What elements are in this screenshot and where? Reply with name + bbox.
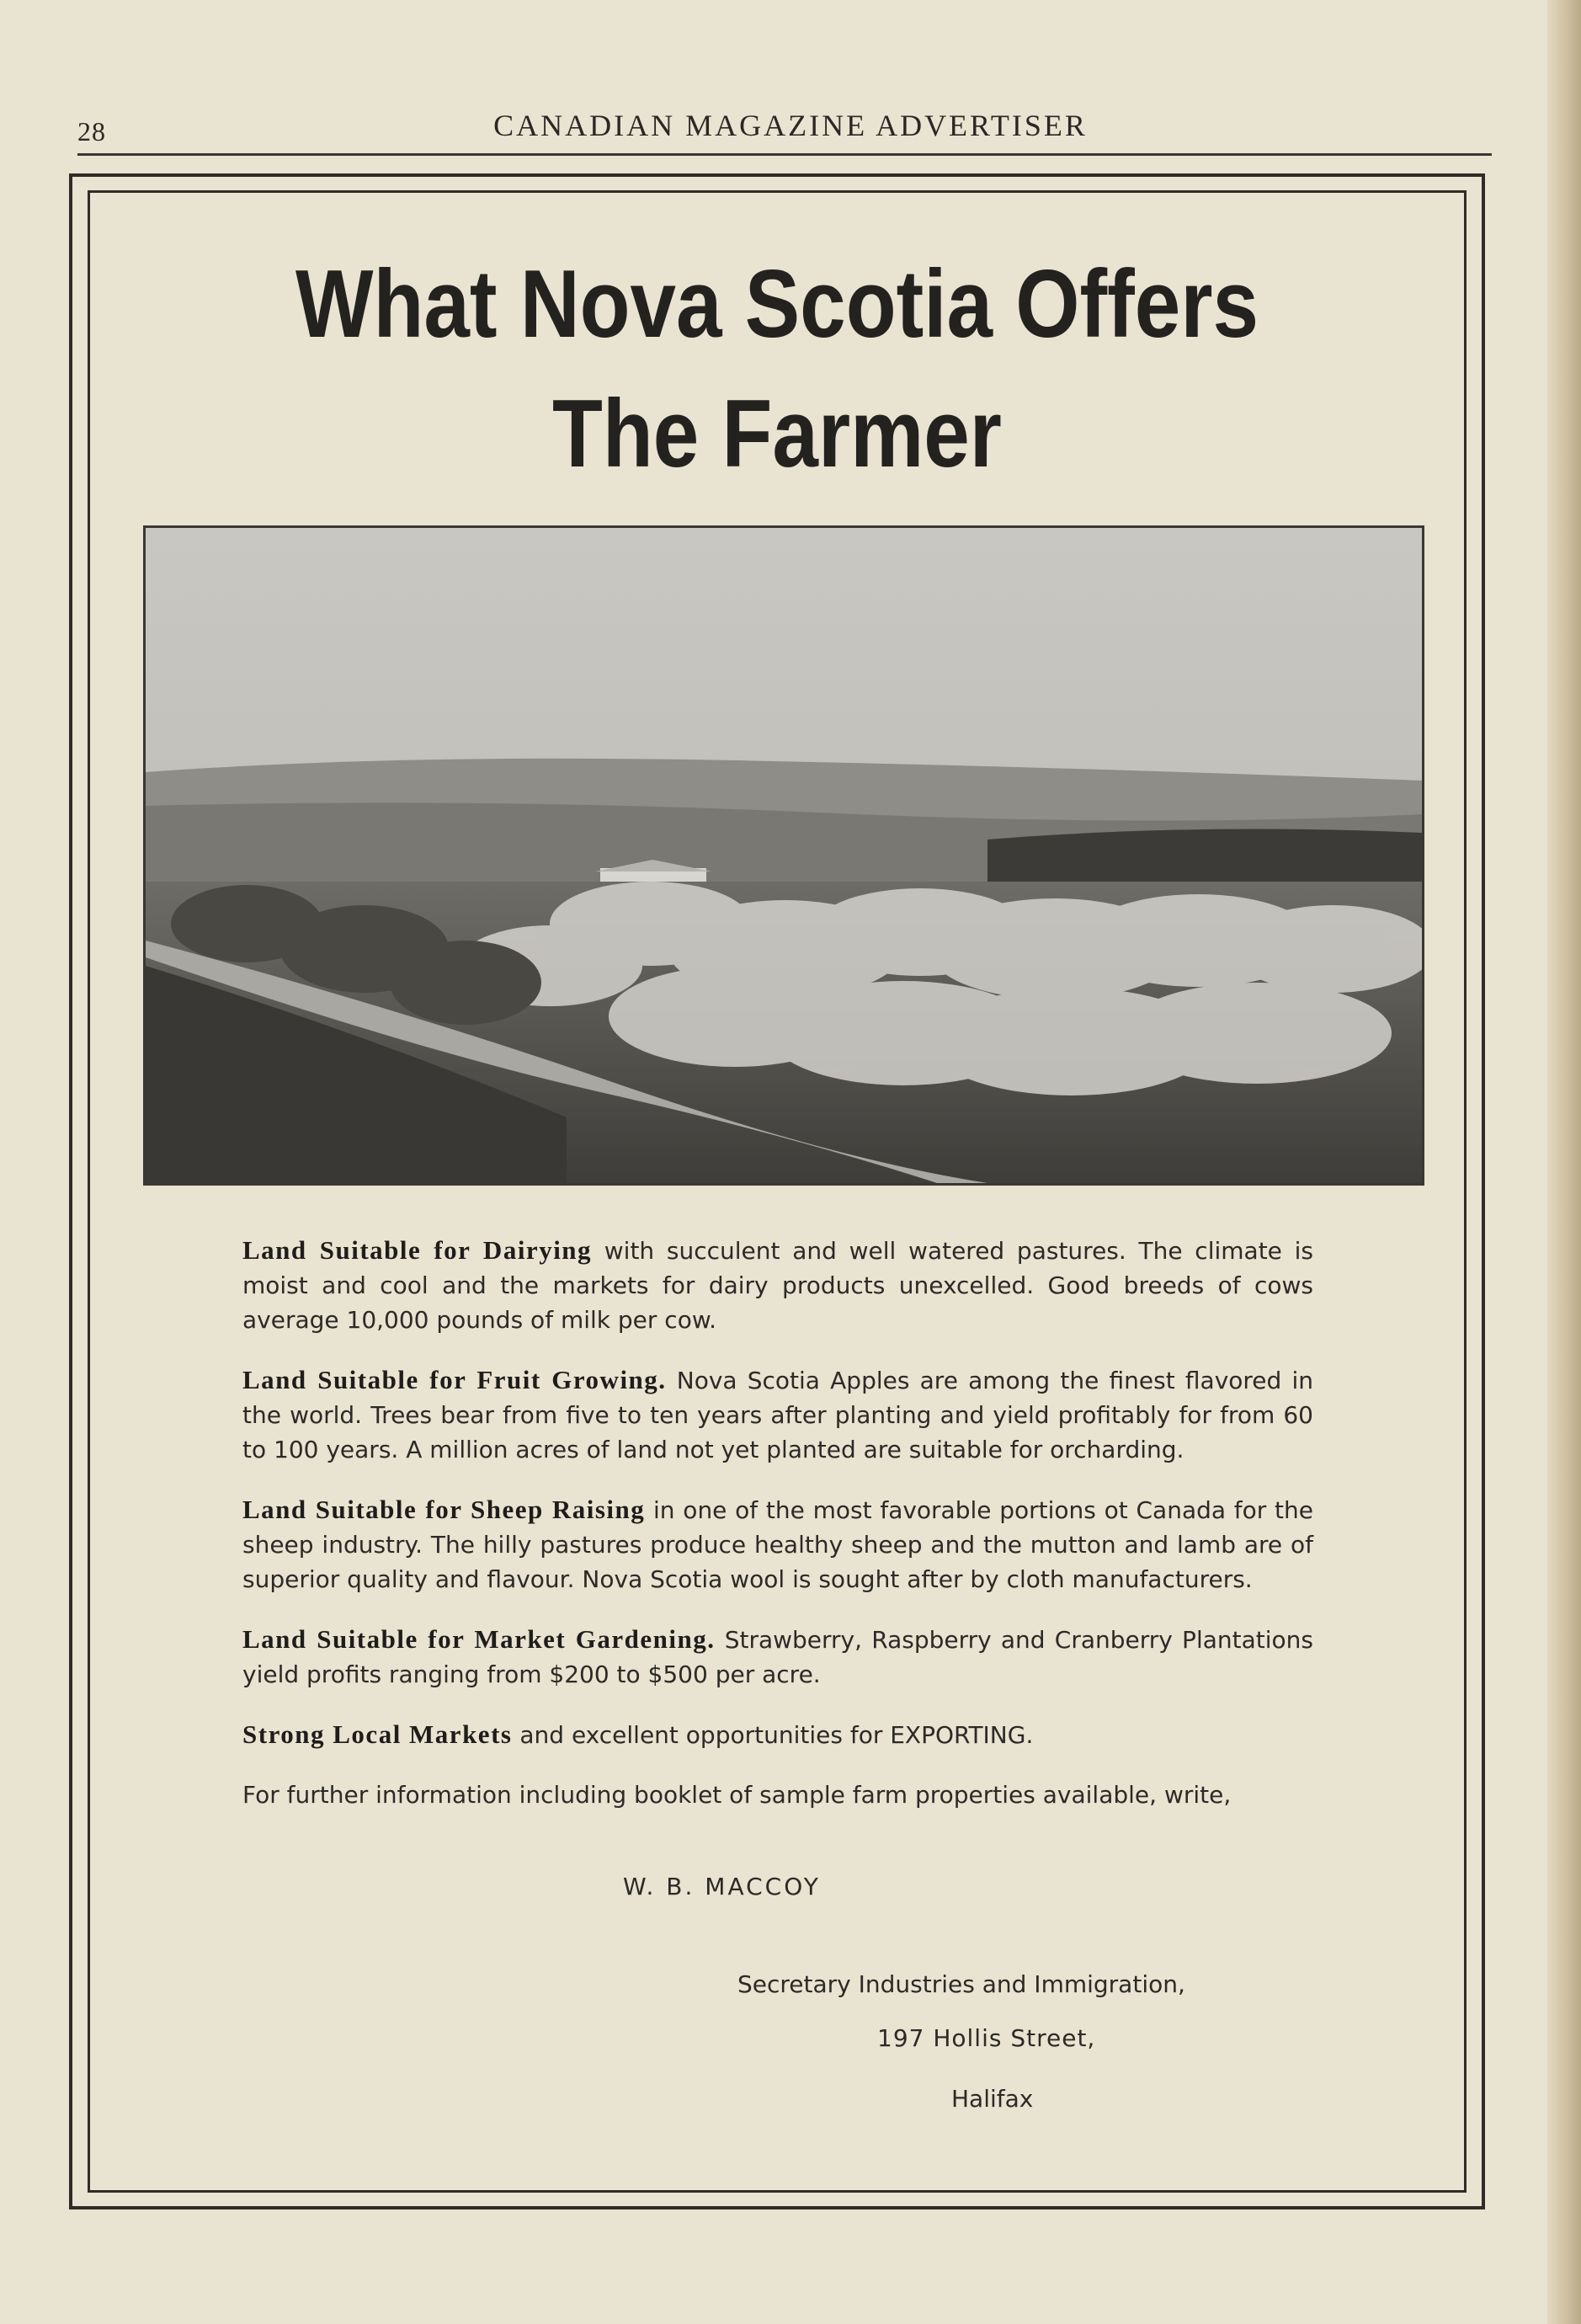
paragraph-text: with succulent and well watered pastures. The climate is moist and cool and the markets for dairy products unexcelled. Good breeds of cows average 10,000 pounds of milk per cow. <box>242 1237 1313 1334</box>
running-head: CANADIAN MAGAZINE ADVERTISER <box>493 109 1088 142</box>
signature-title: Secretary Industries and Immigration, <box>737 1970 1185 1998</box>
paragraph-local-markets <box>242 1717 1313 1752</box>
signature-street: 197 Hollis Street, <box>877 2024 1096 2052</box>
page-edge <box>1547 0 1581 2324</box>
paragraph-further-information <box>242 1778 1313 1812</box>
headline-line-1: What Nova Scotia Offers <box>295 251 1259 358</box>
signature-city: Halifax <box>951 2085 1034 2113</box>
paragraph-lead: Land Suitable for Market Gardening. <box>242 1624 716 1654</box>
paragraph-text: Strawberry, Raspberry and Cranberry Plantations yield profits ranging from $200 to $500 per acre. <box>242 1626 1313 1688</box>
paragraph-lead: Land Suitable for Sheep Raising <box>242 1495 646 1524</box>
orchard-photograph <box>143 525 1424 1186</box>
paragraph-sheep-raising <box>242 1492 1313 1596</box>
header-rule <box>77 153 1492 156</box>
ad-body-text <box>242 1233 1313 1837</box>
paragraph-dairying <box>242 1233 1313 1337</box>
paragraph-text: in one of the most favorable portions ot Canada for the sheep industry. The hilly pastures produce healthy sheep and the mutton and lamb are of superior quality and flavour. Nova Scotia wool is sought after by cloth manufacturers. <box>242 1496 1313 1593</box>
paragraph-text: Nova Scotia Apples are among the finest flavored in the world. Trees bear from five to ten years after planting and yield profitably for from 60 to 100 years. A million acres of land not yet planted are suitable for orcharding. <box>242 1367 1314 1463</box>
page-number: 28 <box>77 116 106 147</box>
signature-name: W. B. MACCOY <box>623 1873 821 1900</box>
paragraph-fruit-growing <box>242 1362 1313 1467</box>
paragraph-market-gardening <box>242 1622 1313 1692</box>
paragraph-text: and excellent opportunities for EXPORTING. <box>512 1721 1034 1749</box>
paragraph-lead: Land Suitable for Dairying <box>242 1235 593 1265</box>
headline-line-2: The Farmer <box>552 381 1002 488</box>
paragraph-lead: Land Suitable for Fruit Growing. <box>242 1365 667 1394</box>
paragraph-lead: Strong Local Markets <box>242 1719 513 1749</box>
paragraph-text: For further information including booklet of sample farm properties available, write, <box>242 1781 1232 1809</box>
